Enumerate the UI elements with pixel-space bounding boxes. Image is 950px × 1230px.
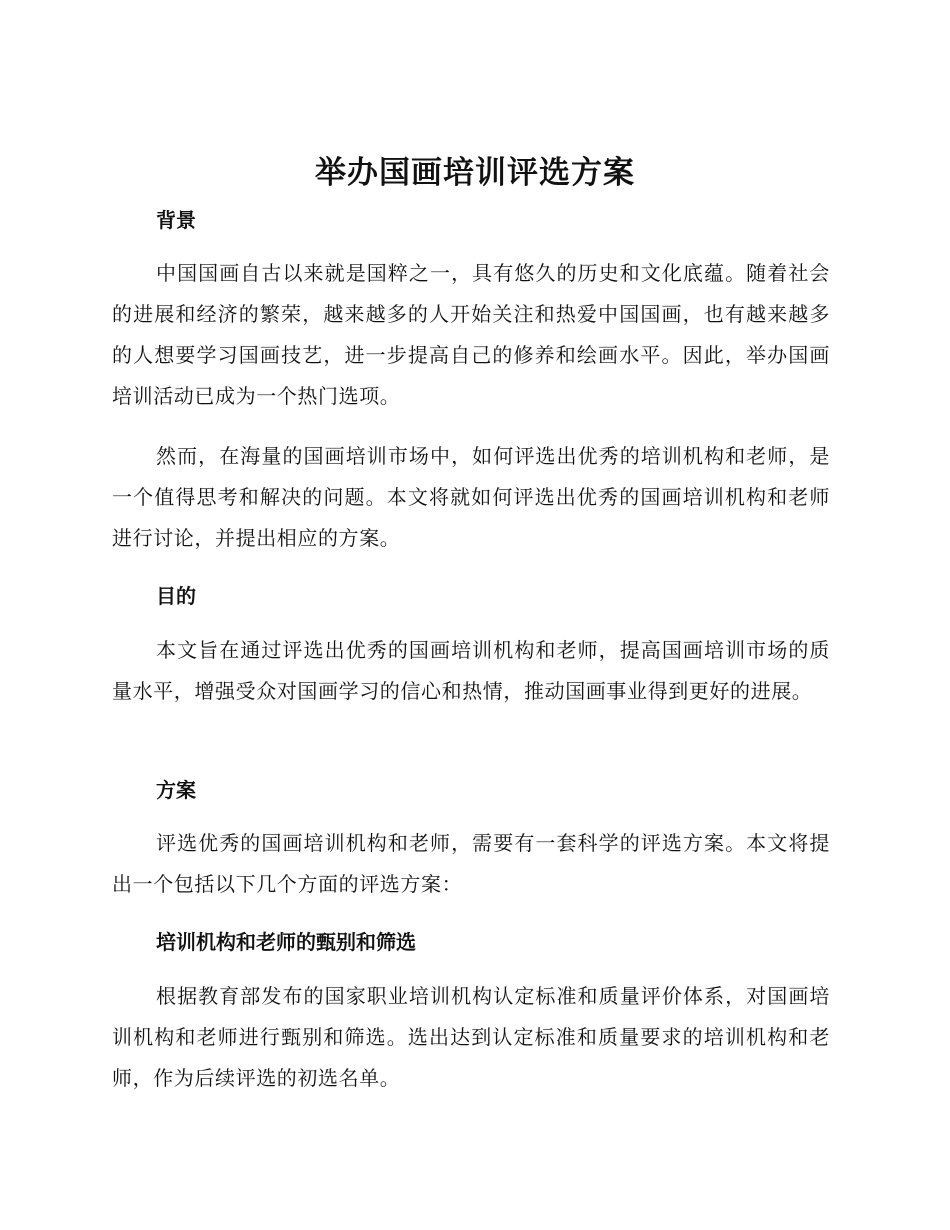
- section-heading-screening: 培训机构和老师的甄别和筛选: [156, 930, 416, 954]
- paragraph-background-1: 中国国画自古以来就是国粹之一，具有悠久的历史和文化底蕴。随着社会的进展和经济的繁荣，越来越多的人开始关注和热爱中国国画，也有越来越多的人想要学习国画技艺，进一步提高自己的修养和绘画水平。因此，举办国画培训活动已成为一个热门选项。: [112, 261, 830, 408]
- section-heading-background: 背景: [156, 208, 196, 232]
- document-title: 举办国画培训评选方案: [315, 155, 635, 191]
- paragraph-background-2: 然而，在海量的国画培训市场中，如何评选出优秀的培训机构和老师，是一个值得思考和解决的问题。本文将就如何评选出优秀的国画培训机构和老师进行讨论，并提出相应的方案。: [112, 444, 830, 550]
- section-heading-plan: 方案: [156, 778, 196, 802]
- paragraph-screening-1: 根据教育部发布的国家职业培训机构认定标准和质量评价体系，对国画培训机构和老师进行甄别和筛选。选出达到认定标准和质量要求的培训机构和老师，作为后续评选的初选名单。: [112, 984, 830, 1090]
- paragraph-purpose-1: 本文旨在通过评选出优秀的国画培训机构和老师，提高国画培训市场的质量水平，增强受众对国画学习的信心和热情，推动国画事业得到更好的进展。: [112, 638, 830, 703]
- section-heading-purpose: 目的: [156, 584, 196, 608]
- paragraph-plan-1: 评选优秀的国画培训机构和老师，需要有一套科学的评选方案。本文将提出一个包括以下几个方面的评选方案：: [112, 831, 830, 896]
